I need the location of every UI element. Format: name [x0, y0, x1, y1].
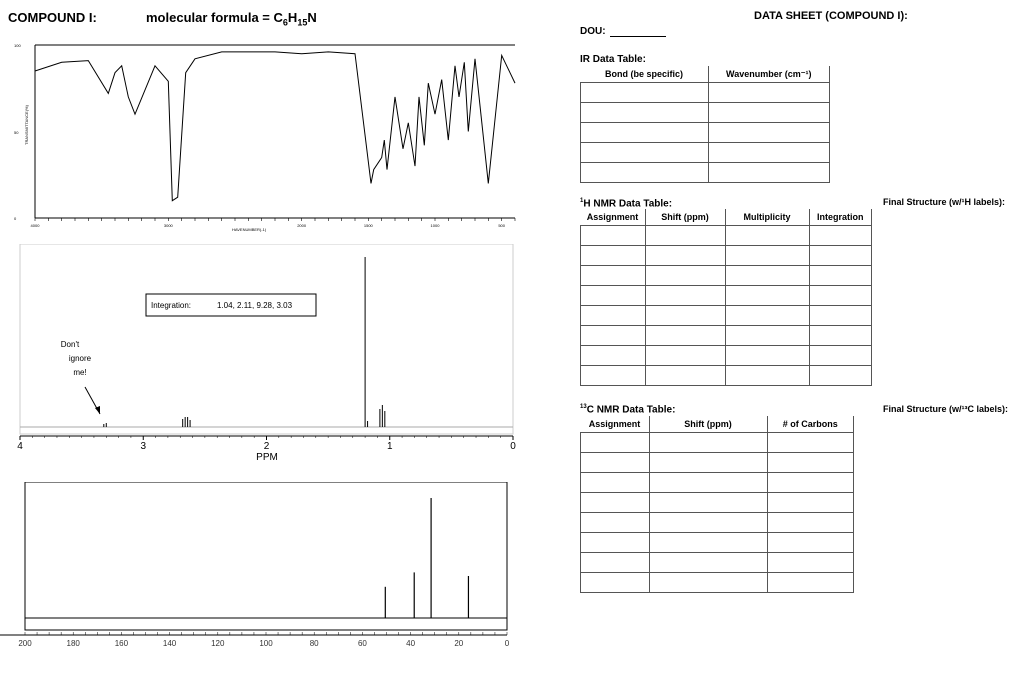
h-cell[interactable] [645, 246, 725, 266]
h-cell[interactable] [645, 266, 725, 286]
c-nmr-xtick-label: 40 [406, 639, 416, 648]
h-nmr-data-table [580, 209, 872, 386]
h-cell[interactable] [725, 286, 809, 306]
c-cell[interactable] [581, 493, 650, 513]
annotation-line-3: me! [73, 368, 87, 377]
compound-label: COMPOUND I: [8, 10, 97, 25]
h-cell[interactable] [645, 366, 725, 386]
h-nmr-xtick-label: 4 [17, 441, 23, 452]
h-col-shift: Shift (ppm) [645, 209, 725, 226]
final-structure-c-label: Final Structure (w/¹³C labels): [883, 404, 1009, 414]
ir-cell[interactable] [708, 163, 830, 183]
c-nmr-xtick-label: 0 [504, 639, 510, 648]
h-nmr-xlabel: PPM [256, 452, 278, 463]
ir-xlabel: HAVENUMBER(-1) [232, 227, 267, 232]
ir-cell[interactable] [581, 163, 709, 183]
h-cell[interactable] [581, 226, 646, 246]
c-cell[interactable] [649, 513, 767, 533]
c-cell[interactable] [581, 533, 650, 553]
ir-col-wavenumber: Wavenumber (cm⁻¹) [708, 66, 830, 83]
ir-xtick-label: 500 [498, 223, 506, 228]
h-cell[interactable] [581, 326, 646, 346]
h-col-multiplicity: Multiplicity [725, 209, 809, 226]
c-cell[interactable] [649, 573, 767, 593]
ir-cell[interactable] [581, 83, 709, 103]
ir-ytick-mid: 50 [14, 130, 19, 135]
h-cell[interactable] [645, 286, 725, 306]
c-cell[interactable] [767, 433, 854, 453]
c-nmr-chart [0, 482, 522, 652]
h-cell[interactable] [645, 326, 725, 346]
c-cell[interactable] [581, 473, 650, 493]
ir-cell[interactable] [708, 103, 830, 123]
h-table-title-sup: 1 [580, 198, 584, 204]
c-cell[interactable] [581, 433, 650, 453]
ir-cell[interactable] [708, 123, 830, 143]
molecular-formula [146, 10, 317, 28]
ir-col-bond: Bond (be specific) [581, 66, 709, 83]
h-nmr-xtick-label: 0 [510, 441, 516, 452]
c-cell[interactable] [649, 433, 767, 453]
c-cell[interactable] [649, 553, 767, 573]
h-cell[interactable] [809, 346, 872, 366]
h-col-assignment: Assignment [581, 209, 646, 226]
c-table-title-sup: 13 [580, 404, 587, 410]
dou-label: DOU: [580, 26, 606, 37]
ir-spectrum-chart [0, 35, 520, 235]
h-cell[interactable] [809, 246, 872, 266]
h-cell[interactable] [645, 226, 725, 246]
dou-row [580, 26, 666, 37]
h-table-title-text: H NMR Data Table: [583, 198, 673, 210]
c-cell[interactable] [581, 513, 650, 533]
formula-c-subscript: 6 [282, 17, 288, 28]
ir-cell[interactable] [708, 83, 830, 103]
h-cell[interactable] [581, 306, 646, 326]
h-cell[interactable] [581, 266, 646, 286]
c-nmr-xtick-label: 120 [211, 639, 225, 648]
ir-xtick-label: 2000 [297, 223, 307, 228]
c-cell[interactable] [581, 453, 650, 473]
h-cell[interactable] [809, 226, 872, 246]
ir-ytick-top: 100 [14, 43, 21, 48]
c-cell[interactable] [649, 493, 767, 513]
c-nmr-xtick-label: 20 [454, 639, 464, 648]
h-cell[interactable] [581, 286, 646, 306]
c-cell[interactable] [767, 453, 854, 473]
ir-ylabel: TRANSMITTANCE(%) [24, 105, 29, 145]
c-col-carbons: # of Carbons [767, 416, 854, 433]
h-cell[interactable] [581, 246, 646, 266]
c-cell[interactable] [767, 573, 854, 593]
c-table-title-text: C NMR Data Table: [586, 404, 676, 416]
c-nmr-xtick-label: 100 [259, 639, 273, 648]
c-cell[interactable] [767, 493, 854, 513]
c-col-shift: Shift (ppm) [649, 416, 767, 433]
c-nmr-xtick-label: 80 [309, 639, 319, 648]
ir-xtick-label: 4000 [30, 223, 40, 228]
formula-n: N [307, 10, 317, 25]
h-cell[interactable] [581, 366, 646, 386]
h-cell[interactable] [645, 306, 725, 326]
h-cell[interactable] [809, 286, 872, 306]
c-nmr-data-table [580, 416, 854, 593]
formula-prefix: molecular formula = C [146, 10, 283, 25]
h-cell[interactable] [809, 366, 872, 386]
ir-xtick-label: 1000 [430, 223, 440, 228]
h-cell[interactable] [809, 326, 872, 346]
h-nmr-chart [0, 244, 522, 466]
ir-table-title: IR Data Table: [580, 54, 646, 65]
c-cell[interactable] [767, 553, 854, 573]
annotation-line-2: ignore [68, 354, 92, 363]
h-cell[interactable] [725, 226, 809, 246]
ir-data-table [580, 66, 830, 183]
ir-xtick-label: 1500 [363, 223, 373, 228]
h-table-title [580, 198, 672, 209]
c-cell[interactable] [767, 513, 854, 533]
h-cell[interactable] [725, 326, 809, 346]
h-cell[interactable] [725, 266, 809, 286]
ir-cell[interactable] [581, 103, 709, 123]
h-nmr-xtick-label: 3 [140, 441, 147, 452]
h-cell[interactable] [581, 346, 646, 366]
c-nmr-xtick-label: 60 [357, 639, 367, 648]
c-table-title [580, 404, 675, 415]
h-col-integration: Integration [809, 209, 872, 226]
c-col-assignment: Assignment [581, 416, 650, 433]
c-nmr-xtick-label: 200 [18, 639, 32, 648]
c-cell[interactable] [649, 533, 767, 553]
ir-trace [35, 52, 515, 201]
c-cell[interactable] [649, 473, 767, 493]
c-nmr-xtick-label: 160 [114, 639, 129, 648]
h-cell[interactable] [725, 246, 809, 266]
h-cell[interactable] [809, 266, 872, 286]
integration-values: 1.04, 2.11, 9.28, 3.03 [217, 301, 293, 310]
h-cell[interactable] [809, 306, 872, 326]
c-nmr-frame [25, 482, 507, 630]
h-cell[interactable] [645, 346, 725, 366]
ir-cell[interactable] [581, 143, 709, 163]
formula-h: H [287, 10, 298, 25]
h-nmr-xtick-label: 2 [263, 441, 270, 452]
final-structure-h-label: Final Structure (w/¹H labels): [883, 197, 1006, 207]
c-cell[interactable] [581, 573, 650, 593]
h-cell[interactable] [725, 366, 809, 386]
annotation-line-1: Don't [60, 340, 80, 349]
integration-label: Integration: [151, 301, 192, 310]
ir-cell[interactable] [708, 143, 830, 163]
c-cell[interactable] [649, 453, 767, 473]
data-sheet-title: DATA SHEET (COMPOUND I): [754, 10, 908, 22]
h-cell[interactable] [725, 306, 809, 326]
c-nmr-xtick-label: 140 [162, 639, 177, 648]
ir-cell[interactable] [581, 123, 709, 143]
dou-blank[interactable] [610, 26, 666, 37]
ir-xtick-label: 3000 [163, 223, 173, 228]
h-cell[interactable] [725, 346, 809, 366]
c-nmr-xtick-label: 180 [66, 639, 80, 648]
h-nmr-xtick-label: 1 [386, 441, 393, 452]
c-cell[interactable] [581, 553, 650, 573]
c-cell[interactable] [767, 533, 854, 553]
formula-h-subscript: 15 [297, 17, 308, 28]
h-nmr-frame [20, 244, 513, 434]
ir-ytick-bottom: 0 [14, 216, 17, 221]
c-cell[interactable] [767, 473, 854, 493]
